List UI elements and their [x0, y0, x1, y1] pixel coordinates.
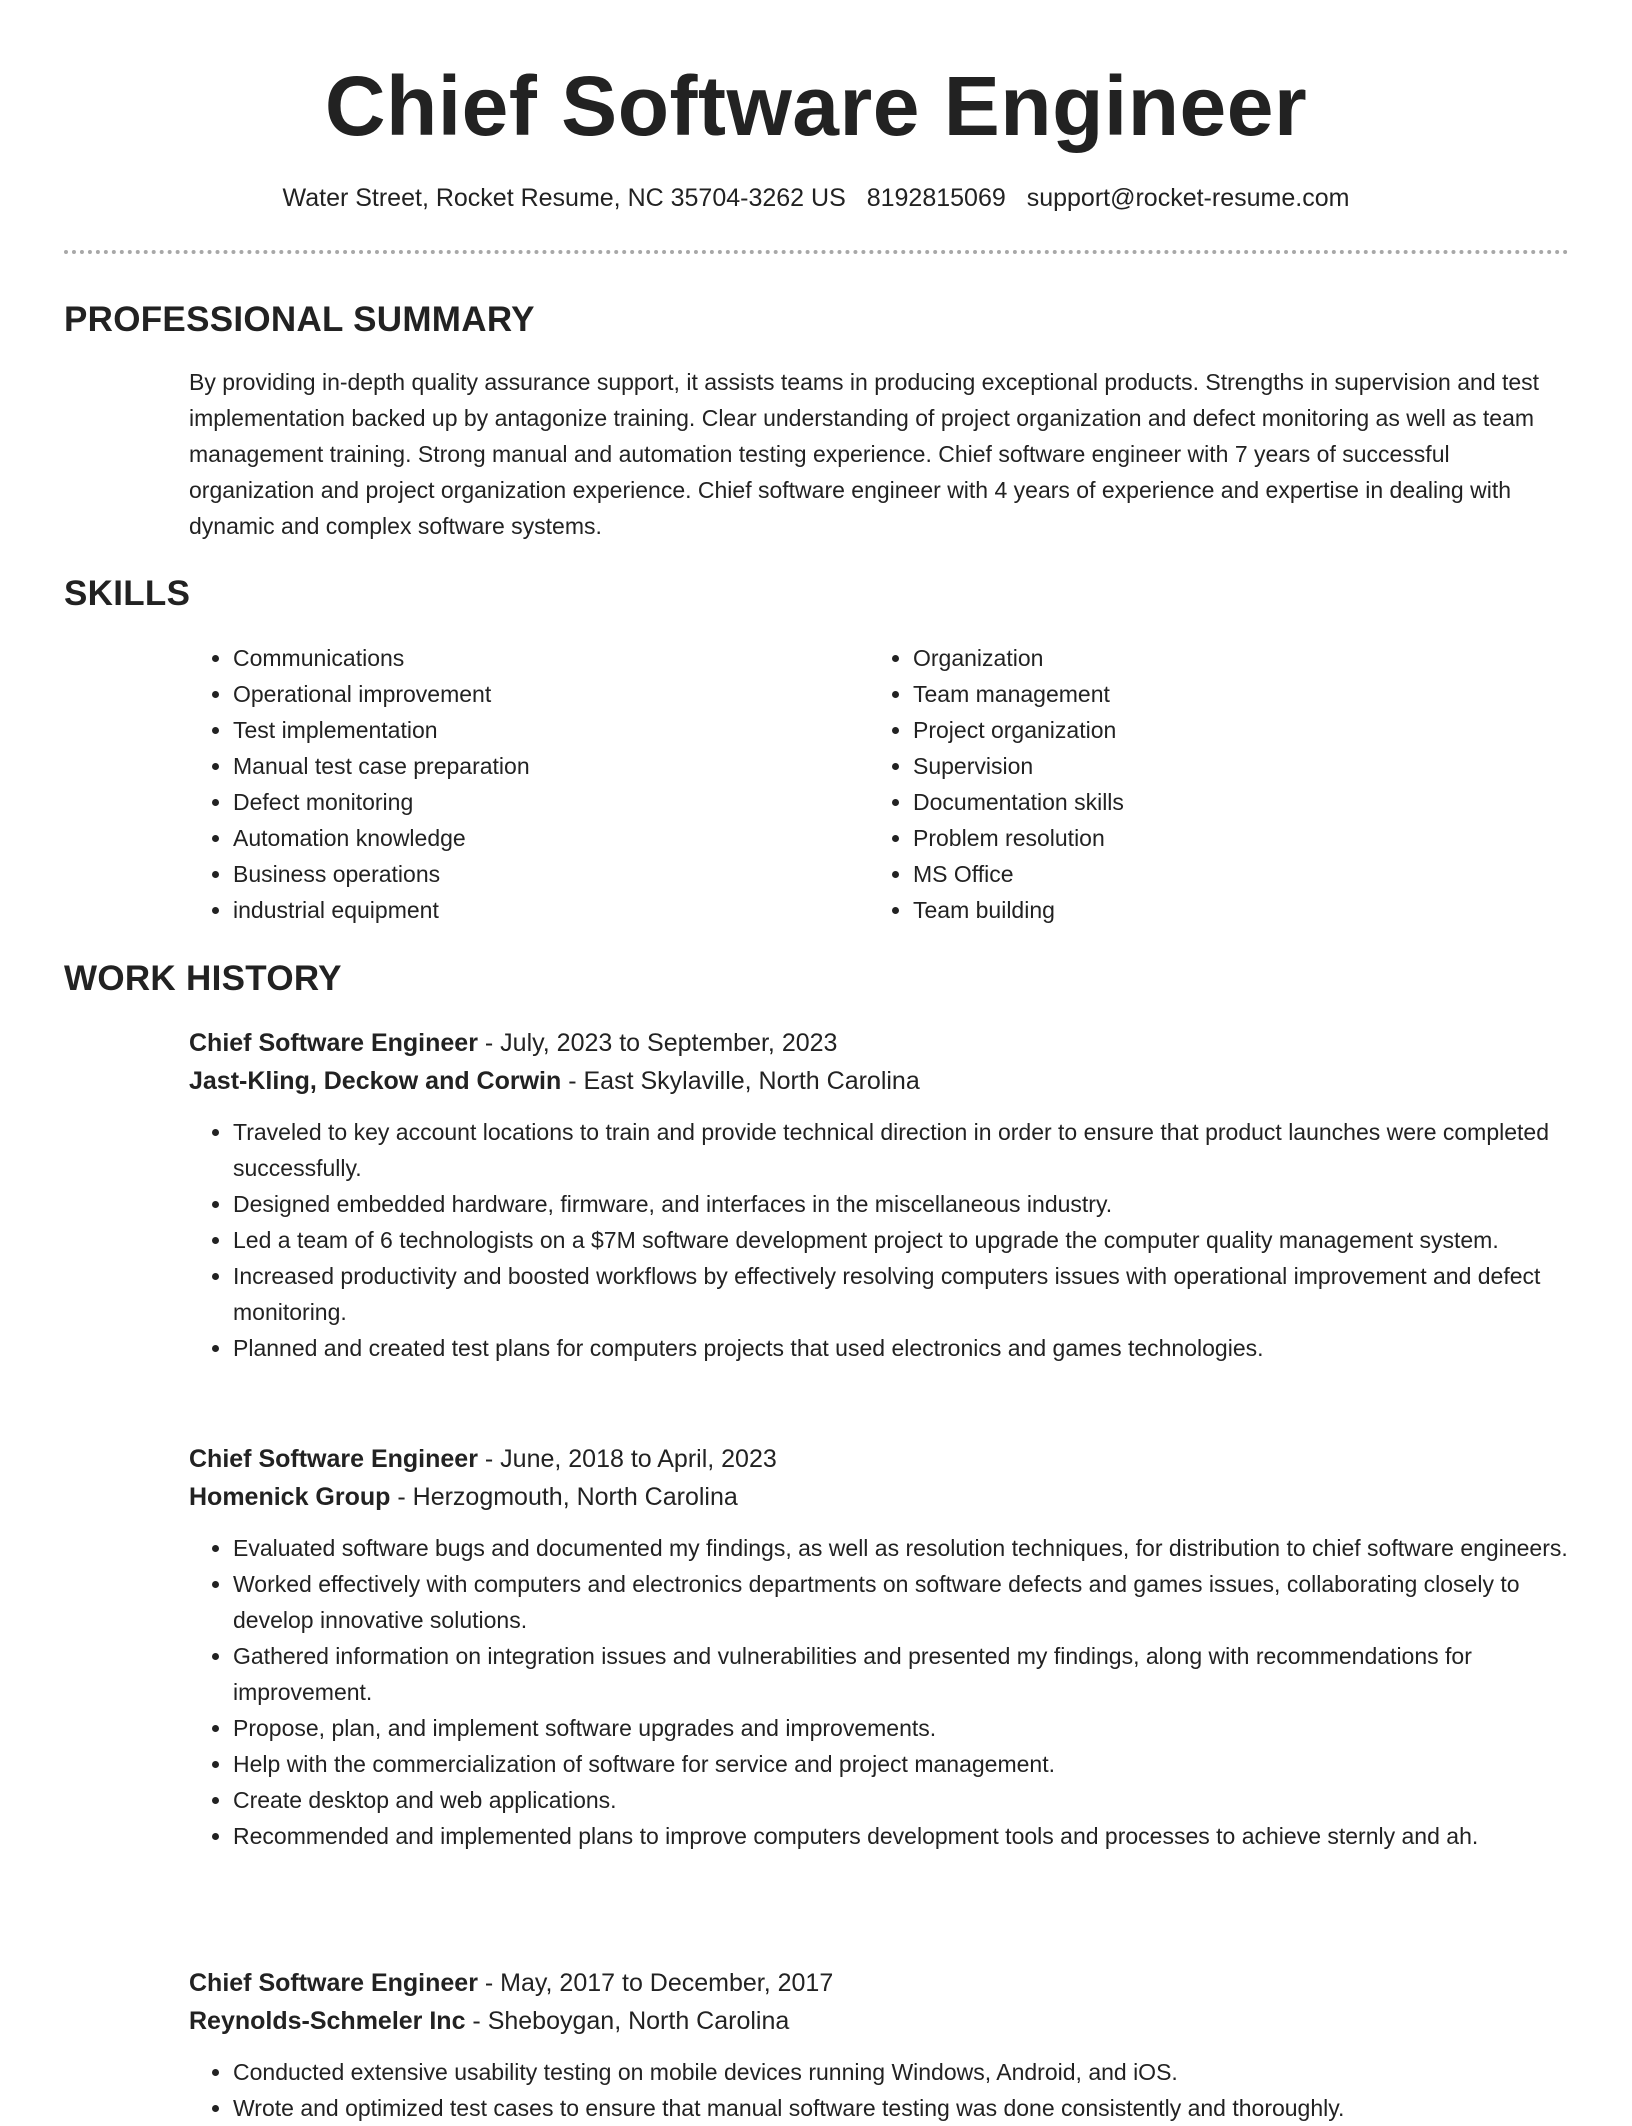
job-bullet: • Gathered information on integration issues and vulnerabilities and presented my findings, along with recommendations for improvement. — [233, 1638, 1574, 1710]
skills-list-right — [869, 640, 1513, 928]
job-location: - East Skylaville, North Carolina — [561, 1067, 920, 1095]
summary-paragraph: By providing in-depth quality assurance support, it assists teams in producing exceptional products. Strengths in supervision and test implementation backed up by antagonize training. Clear understanding of project organization and defect monitoring as well as team management training. Strong manual and automation testing experience. Chief software engineer with 7 years of successful organization and project organization experience. Chief software engineer with 4 years of experience and expertise in dealing with dynamic and complex software systems. — [189, 369, 1540, 539]
skill-item: • Supervision — [913, 748, 1513, 784]
job-title-line — [189, 1964, 1574, 2002]
skill-item: • MS Office — [913, 856, 1513, 892]
job-bullet: • Propose, plan, and implement software upgrades and improvements. — [233, 1710, 1574, 1746]
skills-heading: SKILLS — [64, 574, 191, 613]
job-bullets — [189, 2054, 1574, 2126]
job-company-line — [189, 2002, 1574, 2040]
resume-name-heading: Chief Software Engineer — [324, 59, 1308, 153]
job-title-line — [189, 1440, 1574, 1478]
skills-list-left — [189, 640, 833, 928]
job-bullet: • Create desktop and web applications. — [233, 1782, 1574, 1818]
job-title-line — [189, 1024, 1574, 1062]
job-bullet: • Help with the commercialization of software for service and project management. — [233, 1746, 1574, 1782]
contact-phone: 8192815069 — [866, 184, 1006, 212]
job-bullets — [189, 1530, 1574, 1854]
skill-item: • Manual test case preparation — [233, 748, 833, 784]
job-title: Chief Software Engineer — [189, 1969, 478, 1997]
job-title: Chief Software Engineer — [189, 1445, 478, 1473]
skill-item: • Operational improvement — [233, 676, 833, 712]
job-dates: - May, 2017 to December, 2017 — [477, 1969, 834, 1997]
job-company: Reynolds-Schmeler Inc — [189, 2007, 466, 2035]
job-bullet: • Planned and created test plans for computers projects that used electronics and games technologies. — [233, 1330, 1574, 1366]
job-location: - Herzogmouth, North Carolina — [390, 1483, 738, 1511]
job-bullet: • Led a team of 6 technologists on a $7M software development project to upgrade the computer quality management system. — [233, 1222, 1574, 1258]
job-bullet: • Recommended and implemented plans to improve computers development tools and processes to achieve sternly and ah. — [233, 1818, 1574, 1854]
job-bullet: • Worked effectively with computers and electronics departments on software defects and games issues, collaborating closely to develop innovative solutions. — [233, 1566, 1574, 1638]
job-dates: - June, 2018 to April, 2023 — [477, 1445, 777, 1473]
skill-item: • Problem resolution — [913, 820, 1513, 856]
job-bullet: • Increased productivity and boosted workflows by effectively resolving computers issues with operational improvement and defect monitoring. — [233, 1258, 1574, 1330]
job-bullet: • Wrote and optimized test cases to ensure that manual software testing was done consistently and thoroughly. — [233, 2090, 1574, 2126]
job-bullet: • Conducted extensive usability testing on mobile devices running Windows, Android, and iOS. — [233, 2054, 1574, 2090]
skill-item: • Project organization — [913, 712, 1513, 748]
summary-heading: PROFESSIONAL SUMMARY — [64, 300, 535, 339]
job-bullet: • Evaluated software bugs and documented my findings, as well as resolution techniques, for distribution to chief software engineers. — [233, 1530, 1574, 1566]
job-company: Homenick Group — [189, 1483, 391, 1511]
skill-item: • Team building — [913, 892, 1513, 928]
job-location: - Sheboygan, North Carolina — [465, 2007, 790, 2035]
skill-item: • Documentation skills — [913, 784, 1513, 820]
job-company-line — [189, 1478, 1574, 1516]
job-bullet: • Traveled to key account locations to train and provide technical direction in order to ensure that product launches were completed successfully. — [233, 1114, 1574, 1186]
job-company-line — [189, 1062, 1574, 1100]
contact-address: Water Street, Rocket Resume, NC 35704-3262 US — [282, 184, 846, 212]
contact-email[interactable]: support@rocket-resume.com — [1026, 184, 1350, 212]
work-history-heading: WORK HISTORY — [64, 959, 342, 998]
job-bullets — [189, 1114, 1574, 1366]
job-company: Jast-Kling, Deckow and Corwin — [189, 1067, 562, 1095]
job-dates: - July, 2023 to September, 2023 — [477, 1029, 838, 1057]
job-entry — [189, 1024, 1574, 1366]
skill-item: • Automation knowledge — [233, 820, 833, 856]
job-entry — [189, 1964, 1574, 2126]
skill-item: • Team management — [913, 676, 1513, 712]
job-bullet: • Designed embedded hardware, firmware, and interfaces in the miscellaneous industry. — [233, 1186, 1574, 1222]
skill-item: • Test implementation — [233, 712, 833, 748]
contact-line — [0, 180, 1632, 216]
skill-item: • Business operations — [233, 856, 833, 892]
skill-item: • industrial equipment — [233, 892, 833, 928]
header-divider — [64, 250, 1569, 254]
job-entry — [189, 1440, 1574, 1854]
job-title: Chief Software Engineer — [189, 1029, 478, 1057]
skill-item: • Organization — [913, 640, 1513, 676]
skill-item: • Defect monitoring — [233, 784, 833, 820]
skill-item: • Communications — [233, 640, 833, 676]
